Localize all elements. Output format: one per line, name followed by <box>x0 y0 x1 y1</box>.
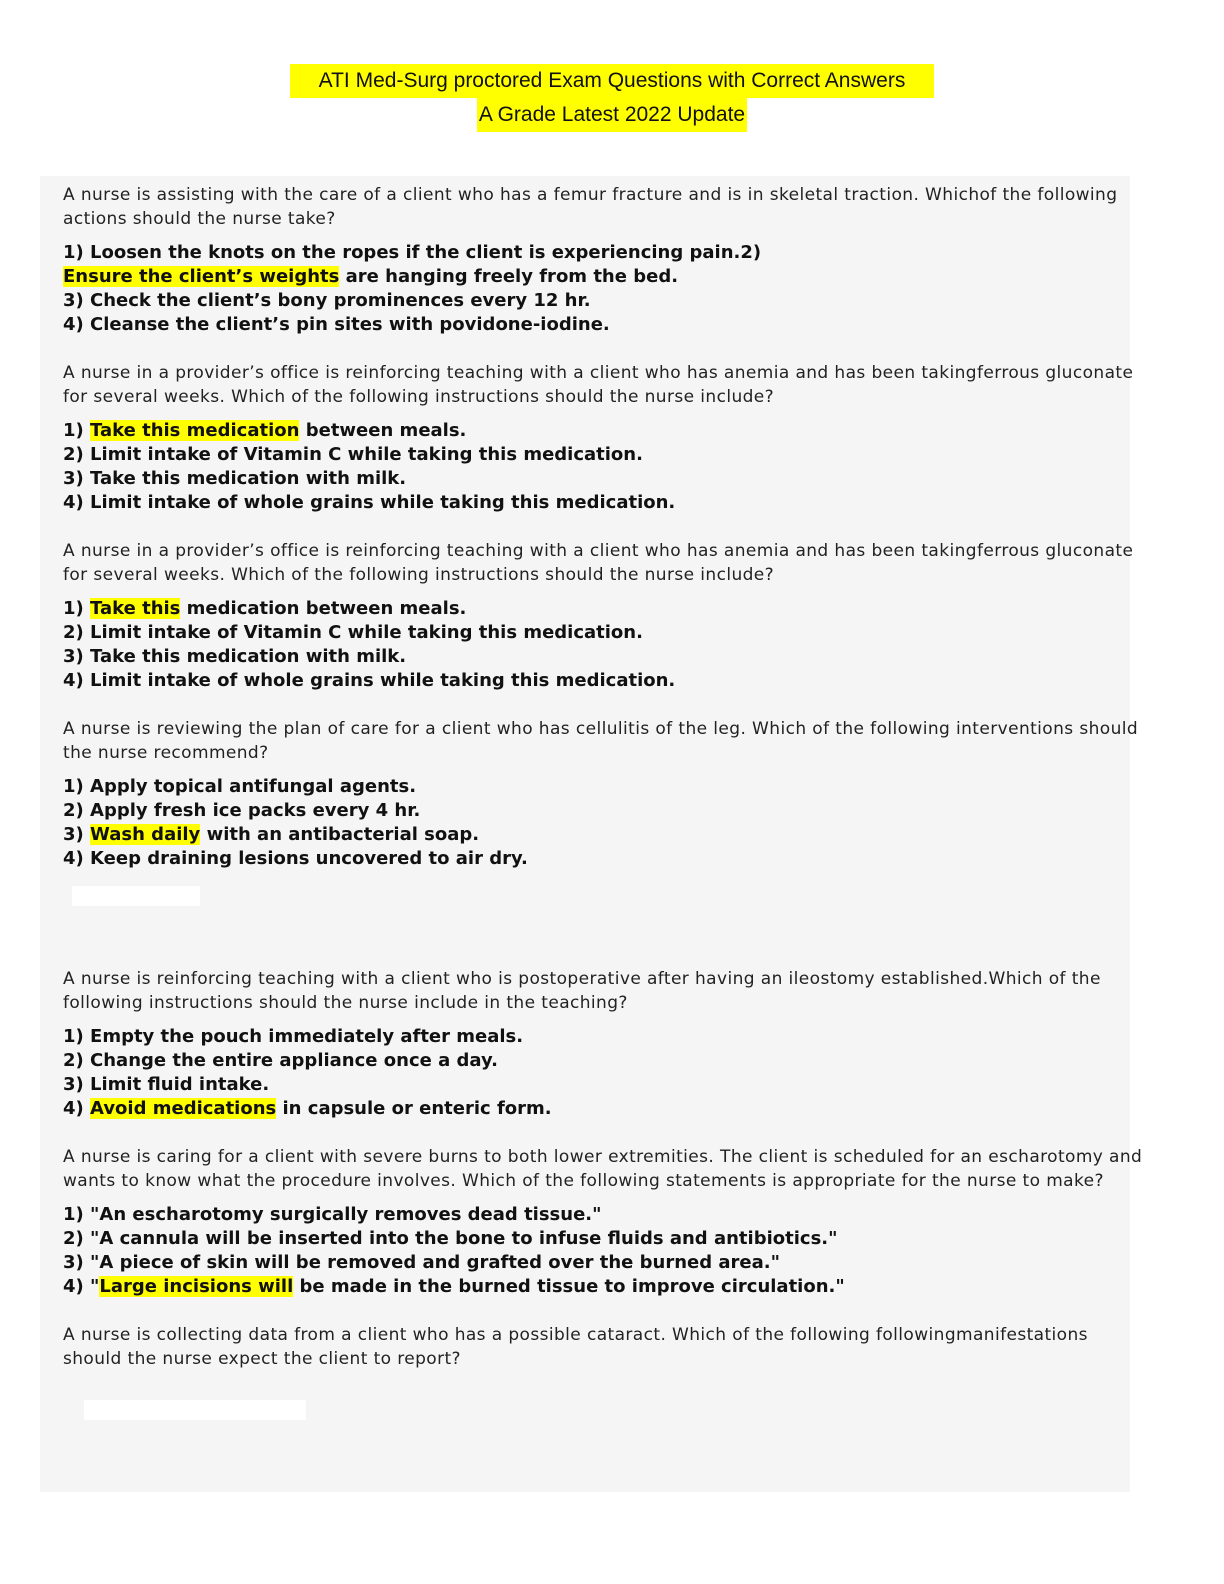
question-stem: A nurse is collecting data from a client who has a possible cataract. Which of the following followingmanifestations should the nurse expect the client to report? <box>63 1325 1088 1369</box>
option-number: 4) <box>63 1098 91 1119</box>
option-number: 3) <box>63 824 91 845</box>
question-stem: A nurse in a provider’s office is reinforcing teaching with a client who has anemia and has been takingferrous gluconate for several weeks. Which of the following instructions should the nurse include? <box>63 363 1134 407</box>
answer-option <box>63 823 1148 847</box>
answer-option: 3) Limit fluid intake. <box>63 1074 270 1095</box>
answer-option: 1) "An escharotomy surgically removes dead tissue." <box>63 1204 602 1225</box>
answer-option: 1) Empty the pouch immediately after meals. <box>63 1026 524 1047</box>
answer-option: 2) Change the entire appliance once a day. <box>63 1050 498 1071</box>
answer-option-text: medication between meals. <box>180 598 467 619</box>
answer-option-text: are hanging freely from the bed. <box>339 266 679 287</box>
option-number: 1) <box>63 420 91 441</box>
answer-option: 2) Limit intake of Vitamin C while taking this medication. <box>63 444 643 465</box>
answer-option <box>63 419 1148 443</box>
white-patch <box>84 1400 306 1420</box>
answer-option <box>63 1097 1148 1121</box>
answer-option: 3) Take this medication with milk. <box>63 646 407 667</box>
option-number: 1) <box>63 598 91 619</box>
answer-option-text: between meals. <box>299 420 467 441</box>
answer-option: 1) Loosen the knots on the ropes if the client is experiencing pain.2) <box>63 242 762 263</box>
correct-answer-highlight: Wash daily <box>90 824 201 845</box>
answer-options <box>63 1025 1148 1121</box>
correct-answer-highlight: Large incisions will <box>99 1276 294 1297</box>
answer-option <box>63 265 1148 289</box>
document-title <box>0 64 1224 132</box>
correct-answer-highlight: Take this medication <box>90 420 300 441</box>
answer-option: 4) Cleanse the client’s pin sites with povidone-iodine. <box>63 314 610 335</box>
question-stem: A nurse is caring for a client with severe burns to both lower extremities. The client is scheduled for an escharotomy and wants to know what the procedure involves. Which of the following statements is appropriate for the nurse to make? <box>63 1147 1143 1191</box>
answer-option: 4) Limit intake of whole grains while taking this medication. <box>63 670 676 691</box>
question-stem: A nurse is assisting with the care of a client who has a femur fracture and is in skeletal traction. Whichof the following actions should the nurse take? <box>63 185 1118 229</box>
answer-options <box>63 241 1148 337</box>
title-line-1: ATI Med-Surg proctored Exam Questions with Correct Answers <box>290 64 934 98</box>
correct-answer-highlight: Ensure the client’s weights <box>63 266 340 287</box>
answer-option-text: with an antibacterial soap. <box>200 824 480 845</box>
answer-option: 4) Limit intake of whole grains while taking this medication. <box>63 492 676 513</box>
answer-option: 1) Apply topical antifungal agents. <box>63 776 417 797</box>
answer-option: 3) Take this medication with milk. <box>63 468 407 489</box>
answer-option: 2) Limit intake of Vitamin C while taking this medication. <box>63 622 643 643</box>
answer-option <box>63 597 1148 621</box>
question-stem: A nurse in a provider’s office is reinforcing teaching with a client who has anemia and has been takingferrous gluconate for several weeks. Which of the following instructions should the nurse include? <box>63 541 1134 585</box>
answer-options <box>63 775 1148 871</box>
questions-list <box>63 183 1148 1381</box>
question-stem: A nurse is reinforcing teaching with a client who is postoperative after having an ileostomy established.Which of the following instructions should the nurse include in the teaching? <box>63 969 1101 1013</box>
answer-options <box>63 1203 1148 1299</box>
answer-option: 2) Apply fresh ice packs every 4 hr. <box>63 800 421 821</box>
answer-option-text: be made in the burned tissue to improve circulation." <box>293 1276 845 1297</box>
answer-option: 2) "A cannula will be inserted into the bone to infuse fluids and antibiotics." <box>63 1228 838 1249</box>
answer-option-text: in capsule or enteric form. <box>276 1098 552 1119</box>
title-line-2: A Grade Latest 2022 Update <box>477 98 747 132</box>
answer-option: 3) "A piece of skin will be removed and grafted over the burned area." <box>63 1252 780 1273</box>
correct-answer-highlight: Avoid medications <box>90 1098 277 1119</box>
answer-option: 4) Keep draining lesions uncovered to air dry. <box>63 848 528 869</box>
answer-options <box>63 597 1148 693</box>
answer-option: 3) Check the client’s bony prominences every 12 hr. <box>63 290 591 311</box>
correct-answer-highlight: Take this <box>90 598 181 619</box>
question-stem: A nurse is reviewing the plan of care for a client who has cellulitis of the leg. Which of the following interventions should the nurse recommend? <box>63 719 1139 763</box>
option-number: 4) " <box>63 1276 100 1297</box>
answer-option <box>63 1275 1148 1299</box>
answer-options <box>63 419 1148 515</box>
